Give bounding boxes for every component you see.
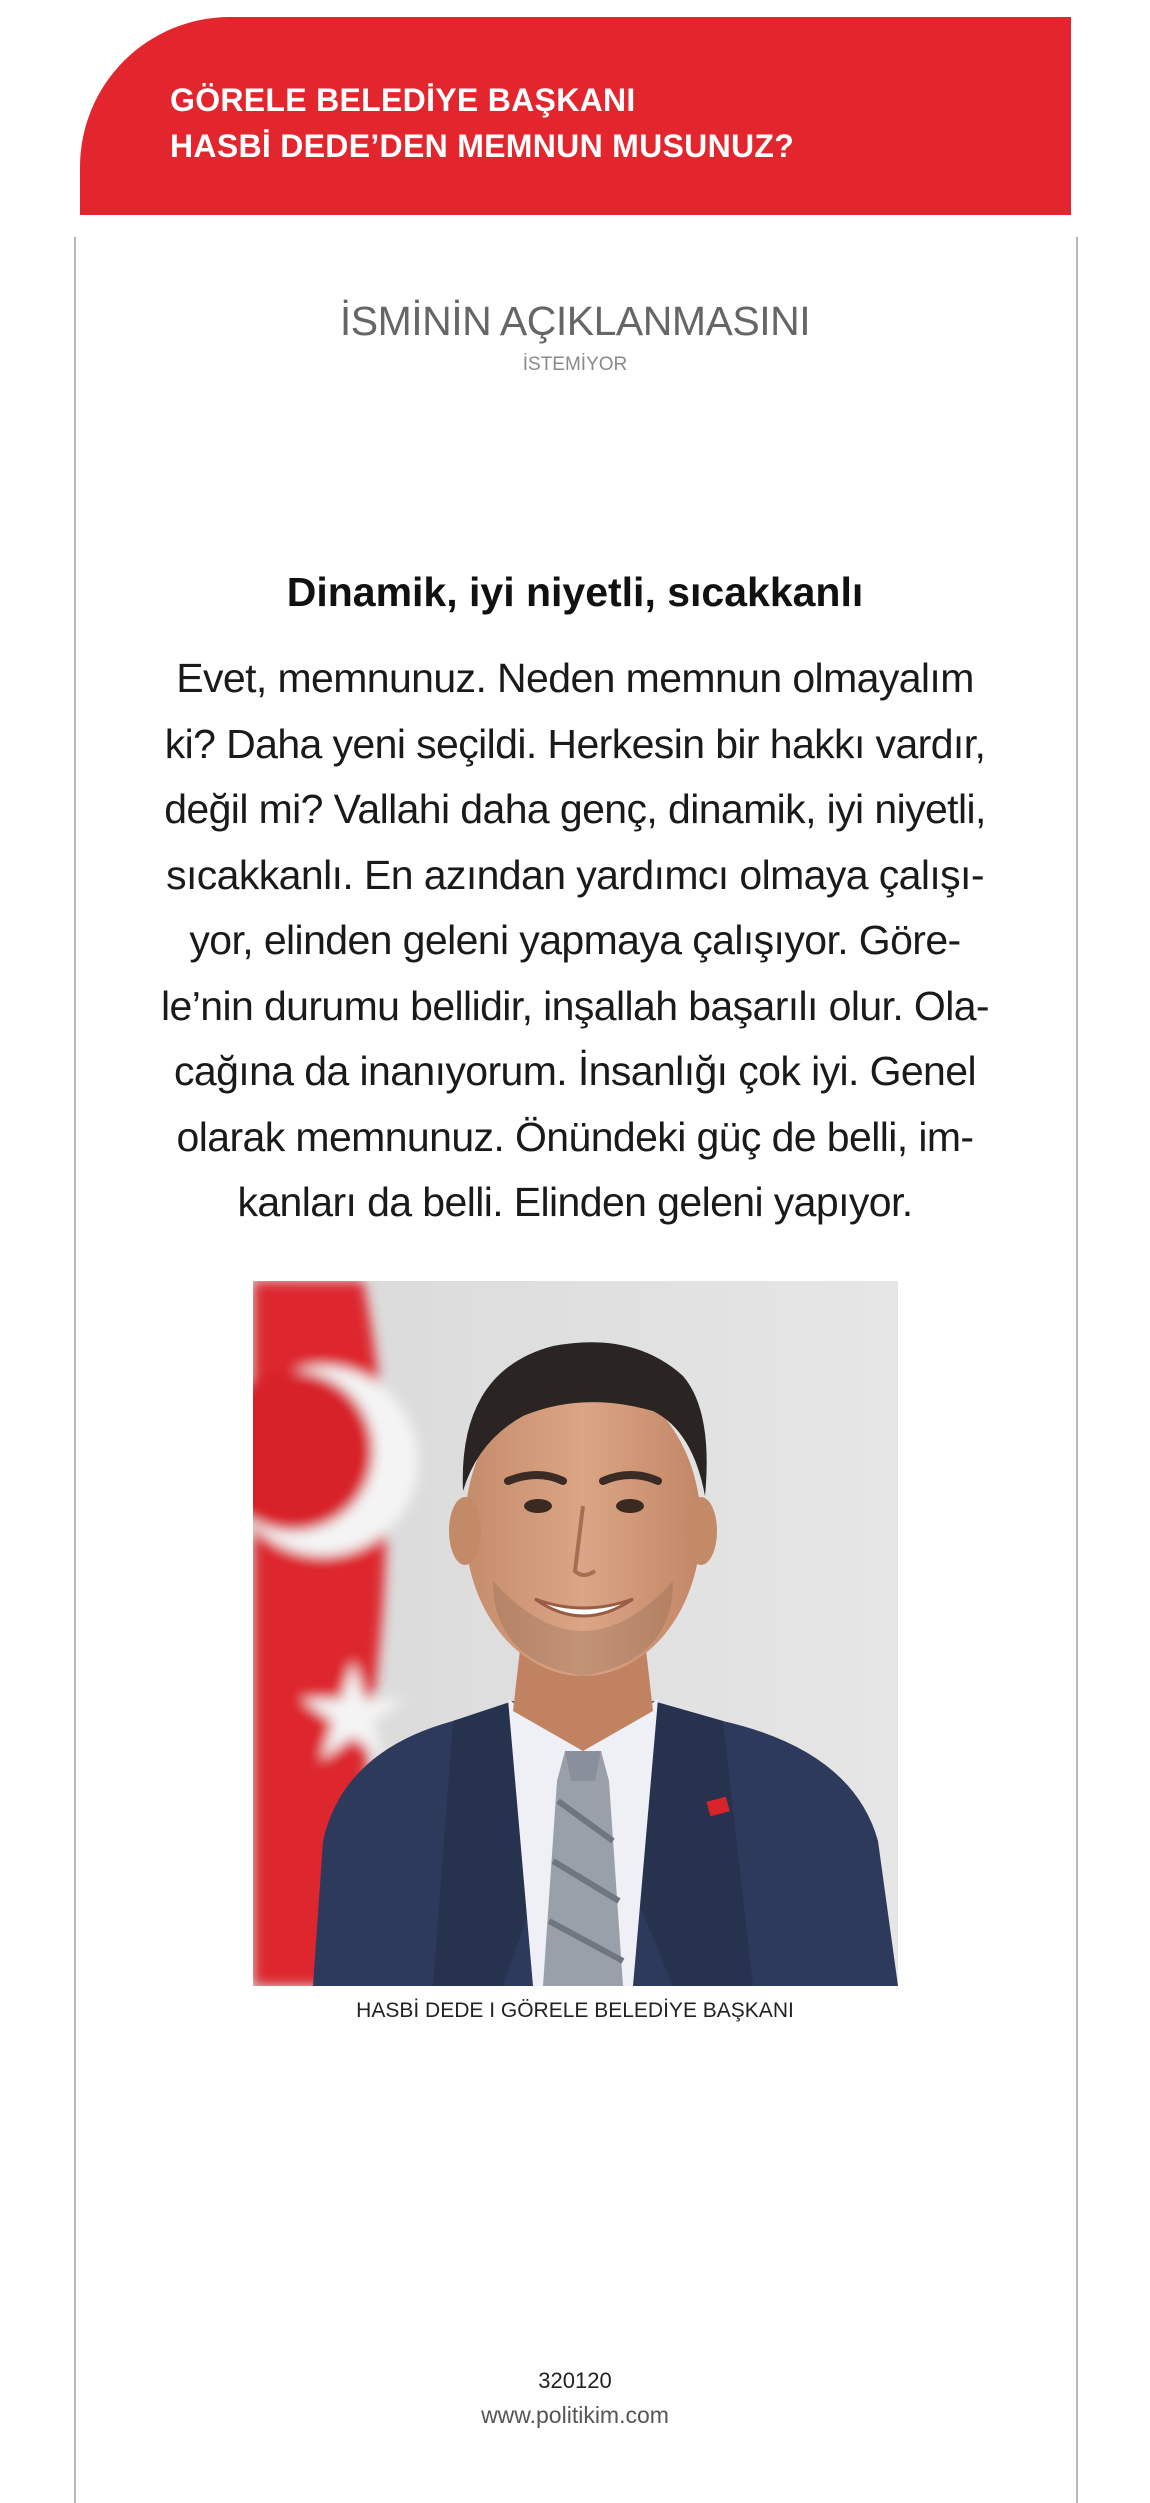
quote-body xyxy=(150,646,1000,1236)
quote-line: değil mi? Vallahi daha genç, dinamik, iyi niyetli, xyxy=(164,786,986,832)
quote-line: kanları da belli. Elinden geleni yapıyor. xyxy=(237,1179,913,1225)
quote-line: yor, elinden geleni yapmaya çalışıyor. Göre- xyxy=(189,917,961,963)
quote-title: Dinamik, iyi niyetli, sıcakkanlı xyxy=(286,569,864,615)
quote-line: ki? Daha yeni seçildi. Herkesin bir hakkı vardır, xyxy=(164,720,986,767)
mayor-portrait-photo xyxy=(253,1281,898,1986)
website-link[interactable]: www.politikim.com xyxy=(481,2402,669,2428)
quote-line: cağına da inanıyorum. İnsanlığı çok iyi. Genel xyxy=(174,1048,976,1094)
page-code: 320120 xyxy=(538,2368,612,2393)
quote-line: sıcakkanlı. En azından yardımcı olmaya çalışı- xyxy=(166,851,984,898)
quote-line: olarak memnunuz. Önündeki güç de belli, im- xyxy=(176,1113,974,1160)
header-title-line-2: HASBİ DEDE’DEN MEMNUN MUSUNUZ? xyxy=(170,128,795,164)
quote-line: le’nin durumu bellidir, inşallah başarılı olur. Ola- xyxy=(161,982,989,1029)
header-banner xyxy=(80,17,1071,215)
header-title-line-1: GÖRELE BELEDİYE BAŞKANI xyxy=(170,82,636,118)
respondent-name: İSMİNİN AÇIKLANMASINI xyxy=(339,298,811,344)
quote-line: Evet, memnunuz. Neden memnun olmayalım xyxy=(176,655,974,701)
photo-caption: HASBİ DEDE I GÖRELE BELEDİYE BAŞKANI xyxy=(356,1999,794,2022)
respondent-note: İSTEMİYOR xyxy=(522,354,628,375)
